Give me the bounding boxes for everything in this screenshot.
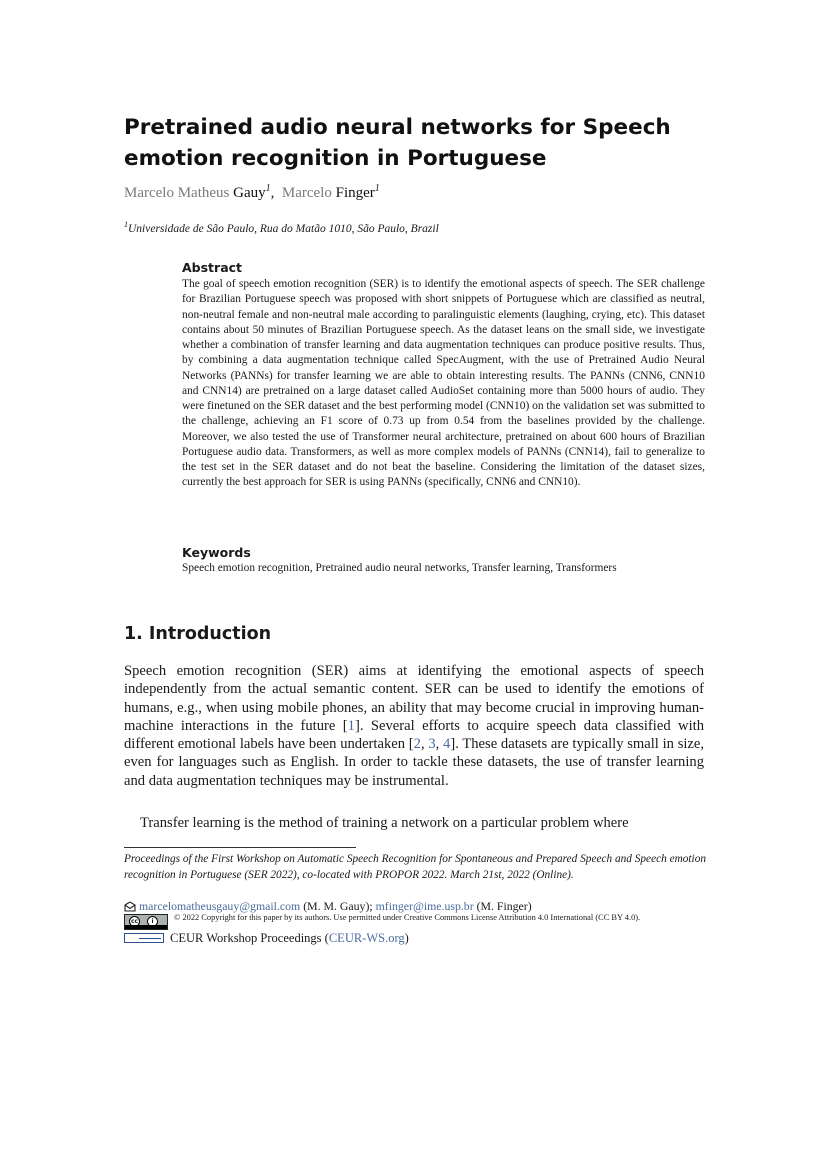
license-text: © 2022 Copyright for this paper by its authors. Use permitted under Creative Commons License Attribution 4.0 International (CC BY 4.0).: [174, 913, 641, 922]
footnote-divider: [124, 847, 356, 848]
paper-title: Pretrained audio neural networks for Speech emotion recognition in Portuguese: [124, 115, 671, 171]
email-owner: (M. M. Gauy);: [303, 899, 373, 913]
ceur-footnote: CEUR Workshop Proceedings (CEUR-WS.org): [124, 931, 409, 946]
author-2: [282, 185, 380, 201]
citation-link[interactable]: 2: [413, 736, 421, 753]
affiliation-mark: 1: [374, 183, 380, 194]
keywords-section: [182, 545, 712, 574]
keywords-heading: Keywords: [182, 545, 251, 560]
introduction-paragraph-1: Speech emotion recognition (SER) aims at identifying the emotional aspects of speech independently from the actual semantic content. SER can be used to identify the emotions of humans, e.g., when using mobile phones, an ability that may become crucial in improving human-machine interactions in the future [1]. Several efforts to acquire speech data classified with different emotional labels have been undertaken [2, 3, 4]. These datasets are typically small in size, even for languages such as English. In order to tackle these datasets, the use of transfer learning and data augmentation techniques may be instrumental.: [124, 663, 705, 789]
citation-link[interactable]: 1: [347, 717, 355, 734]
ceur-logo-icon: [124, 933, 164, 943]
paragraph-text: Speech emotion recognition (SER) aims at identifying the emotional aspects of speech independently from the actual semantic content. SER can be used to identify the emotions of humans, e.g., when using mobile phones, an ability that may become crucial in improving human-machine interactions in the future [: [124, 663, 704, 734]
author-given-name: Marcelo Matheus: [124, 185, 230, 201]
introduction-paragraph-2: Transfer learning is the method of training a network on a particular problem where: [140, 815, 629, 831]
cc-by-license-icon: cc i: [124, 914, 168, 930]
ceur-label: CEUR Workshop Proceedings: [170, 931, 322, 945]
paragraph-text: ]. Several efforts to acquire speech data classified with different emotional labels have been undertaken [: [124, 717, 705, 753]
author-list: Marcelo Matheus Gauy$^1$, Marcelo Finger$^1$: [124, 183, 380, 201]
affiliation-text: Universidade de São Paulo, Rua do Matão 1010, São Paulo, Brazil: [128, 222, 439, 235]
affiliation: [124, 220, 439, 235]
proceedings-footnote: Proceedings of the First Workshop on Automatic Speech Recognition for Spontaneous and Prepared Speech and Speech emotion recognition in Portuguese (SER 2022), co-located with PROPOR 2022. March 21st, 2022 (Online).: [124, 853, 706, 881]
citation-link[interactable]: 3: [428, 736, 436, 753]
affiliation-mark: 1: [265, 183, 271, 194]
abstract-section: [182, 260, 705, 491]
author-family-name: Finger: [335, 185, 375, 201]
affiliation-mark: 1: [124, 220, 128, 229]
abstract-heading: Abstract: [182, 260, 243, 275]
paragraph-text: ]. These datasets are typically small in size, even for languages such as English. In order to tackle these datasets, the use of transfer learning and data augmentation techniques may be instrumental.: [124, 736, 705, 789]
citation-link[interactable]: 4: [443, 736, 451, 753]
section-heading-introduction: 1. Introduction: [124, 624, 272, 644]
keywords-text: Speech emotion recognition, Pretrained audio neural networks, Transfer learning, Transformers: [182, 562, 617, 574]
email-owner: (M. Finger): [476, 899, 532, 913]
author-family-name: Gauy: [233, 185, 266, 201]
abstract-text: The goal of speech emotion recognition (SER) is to identify the emotional aspects of speech. The SER challenge for Brazilian Portuguese speech was proposed with short snippets of Portuguese which are classified as neutral, non-neutral female and non-neutral male according to paralinguistic elements (laughing, crying, etc). This dataset contains about 50 minutes of Brazilian Portuguese speech. As the dataset leans on the small side, we investigate whether a combination of transfer learning and data augmentation techniques can produce positive results. Thus, by combining a data augmentation technique called SpecAugment, with the use of Pretrained Audio Neural Networks (PANNs) for transfer learning we are able to obtain interesting results. The PANNs (CNN6, CNN10 and CNN14) are pretrained on a large dataset called AudioSet containing more than 5000 hours of audio. They were finetuned on the SER dataset and the best performing model (CNN10) on the validation set was submitted to the challenge, achieving an F1 score of 0.73 up from 0.54 from the baselines provided by the challenge. Moreover, we also tested the use of Transformer neural architecture, pretrained on about 600 hours of Brazilian Portuguese audio data. Transformers, as well as more complex models of PANNs (CNN14), fail to generalize to the test set in the SER dataset and do not beat the baseline. Considering the limitation of the dataset sizes, currently the best approach for SER is using PANNs (specifically, CNN6 and CNN10).: [182, 278, 705, 489]
email-link[interactable]: marcelomatheusgauy@gmail.com: [139, 899, 301, 913]
author-given-name: Marcelo: [281, 185, 332, 201]
ceur-link[interactable]: CEUR-WS.org: [328, 931, 405, 945]
author-1: [124, 185, 271, 201]
email-link[interactable]: mfinger@ime.usp.br: [375, 899, 474, 913]
